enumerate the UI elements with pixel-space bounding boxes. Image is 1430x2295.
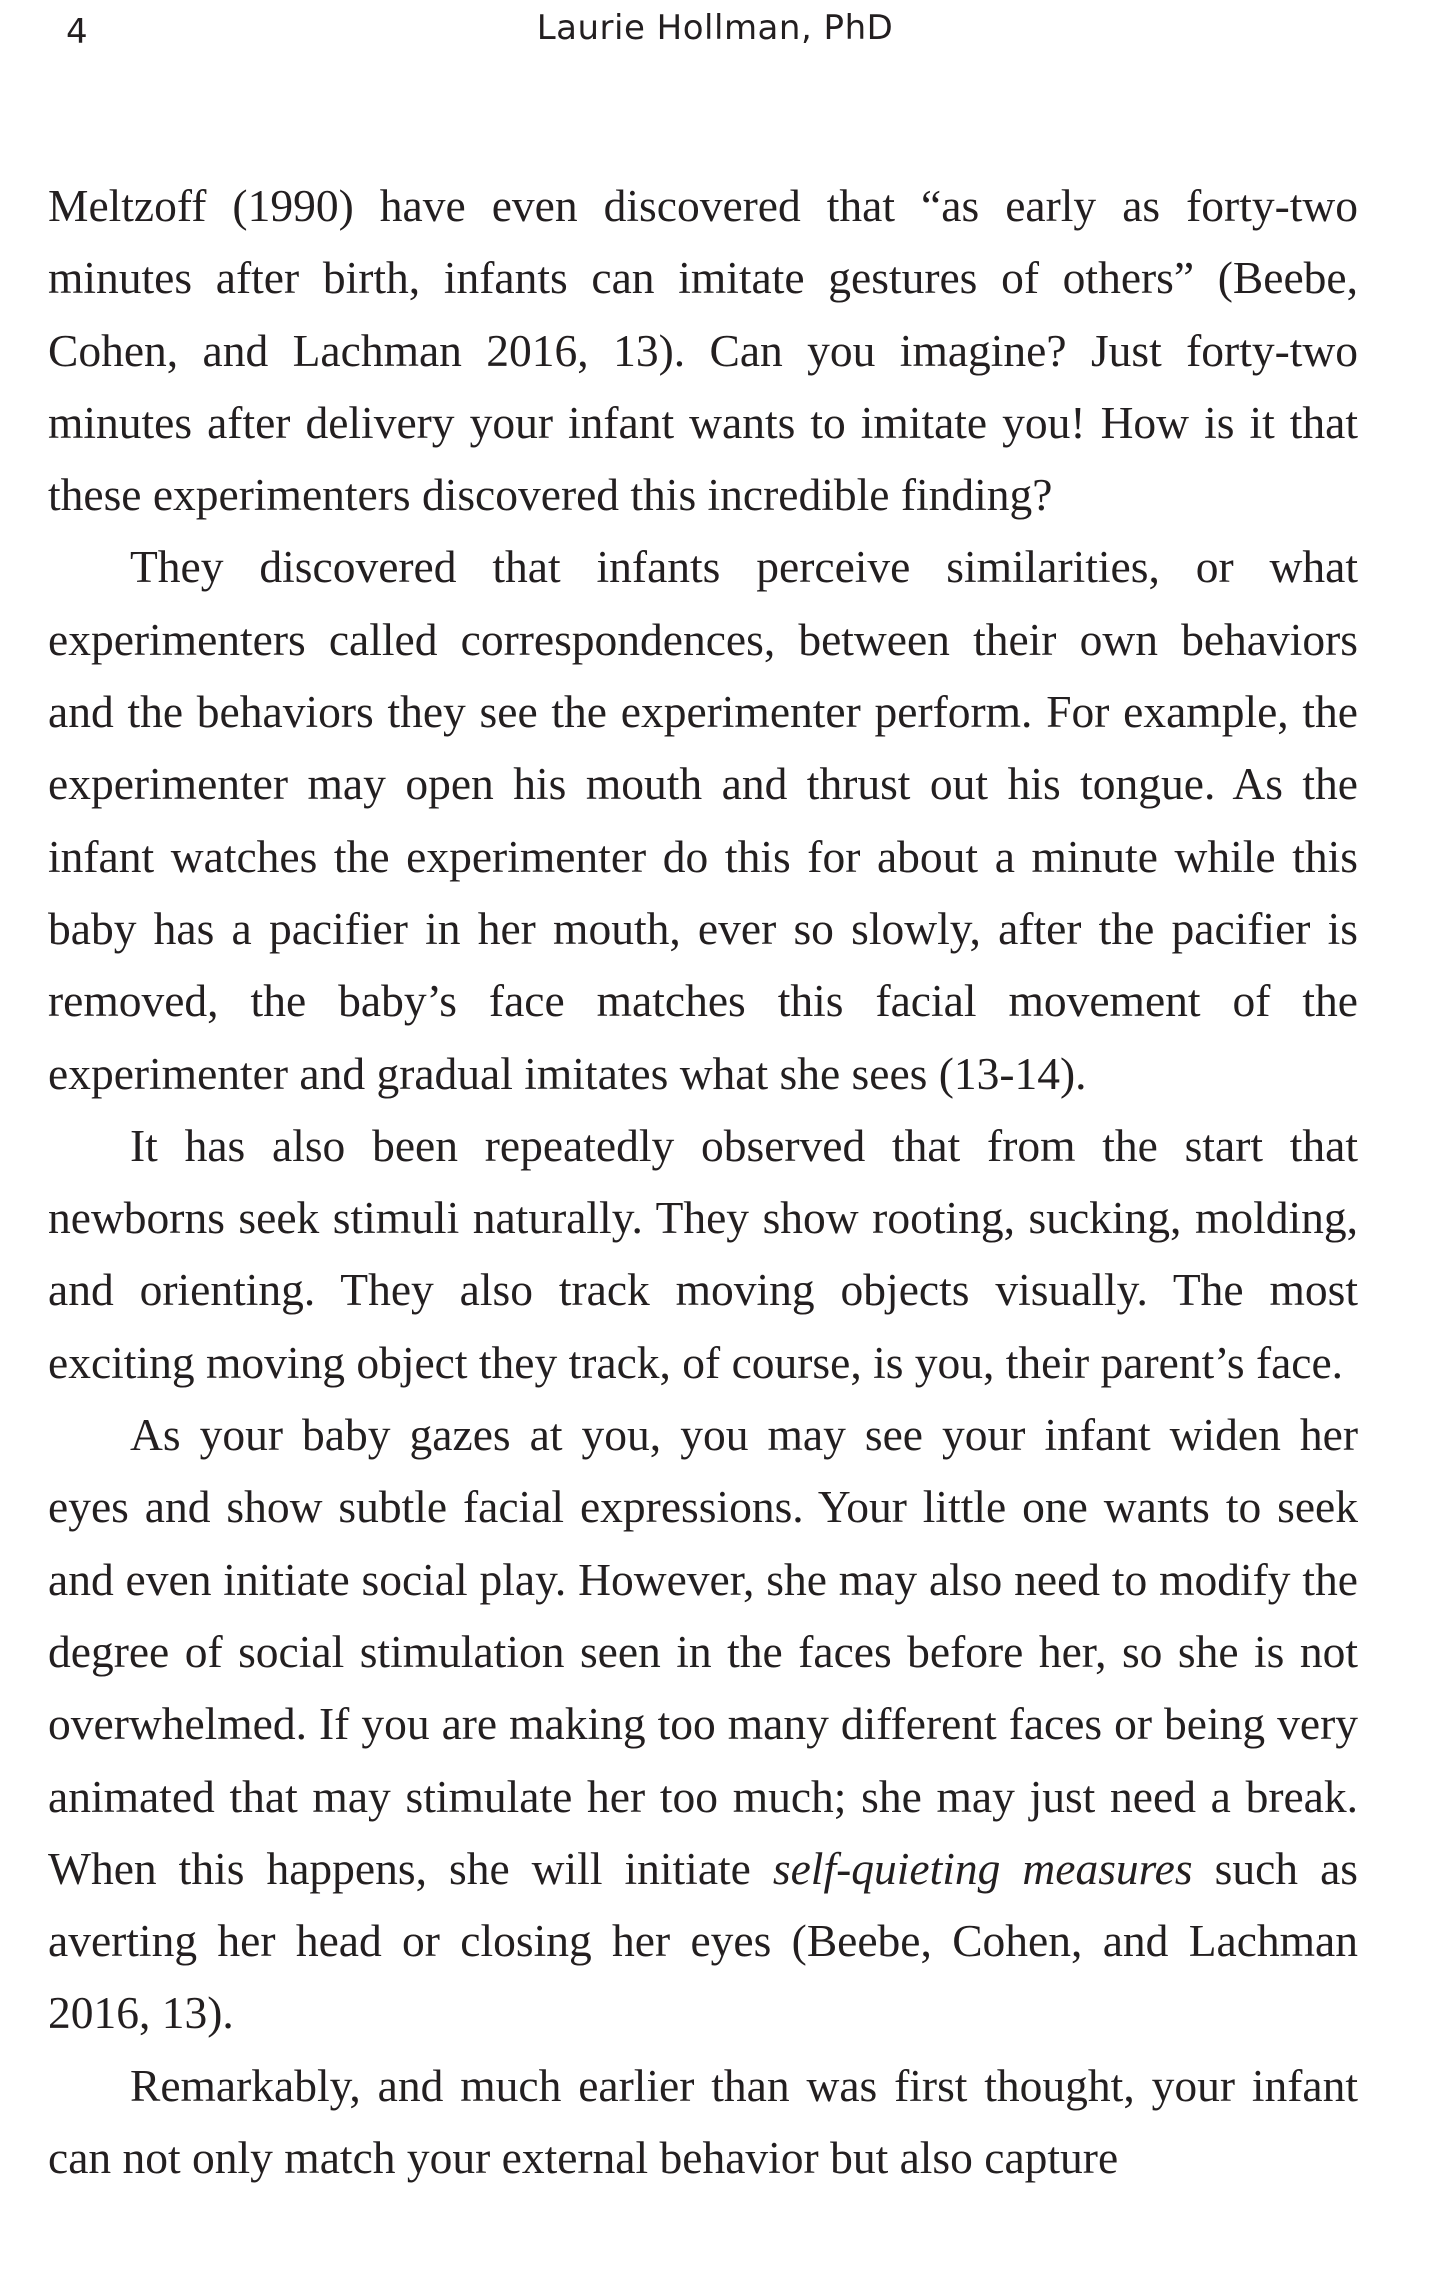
paragraph-3: It has also been repeatedly observed that from the start that newborns seek stimuli naturally. They show rooting, sucking, molding, and orienting. They also track moving objects visually. The most exciting moving object they track, of course, is you, their parent’s face. <box>48 1119 1358 1388</box>
running-title: Laurie Hollman, PhD <box>536 8 894 48</box>
body-text <box>48 170 1358 2194</box>
paragraph-1: Meltzoff (1990) have even discovered that “as early as forty-two minutes after birth, infants can imitate gestures of others” (Beebe, Cohen, and Lachman 2016, 13). Can you imagine? Just forty-two minutes after delivery your infant wants to imitate you! How is it that these experimenters discovered this incredible finding? <box>48 180 1358 521</box>
paragraph-4 <box>48 1399 1358 2050</box>
paragraph-5: Remarkably, and much earlier than was first thought, your infant can not only match your external behavior but also capture <box>48 2059 1358 2184</box>
page-number: 4 <box>66 12 88 52</box>
paragraph-4-text-b: such as averting her head or closing her eyes (Beebe, Cohen, and Lachman 2016, 13). <box>48 1842 1358 2039</box>
paragraph-4-italic-term: self-quieting measures <box>772 1842 1193 1894</box>
running-header <box>0 8 1430 58</box>
paragraph-2: They discovered that infants perceive similarities, or what experimenters called correspondences, between their own behaviors and the behaviors they see the experimenter perform. For example, the experimenter may open his mouth and thrust out his tongue. As the infant watches the experimenter do this for about a minute while this baby has a pacifier in her mouth, ever so slowly, after the pacifier is removed, the baby’s face matches this facial movement of the experimenter and gradual imitates what she sees (13-14). <box>48 541 1358 1099</box>
paragraph-4-text-a: As your baby gazes at you, you may see your infant widen her eyes and show subtle facial expressions. Your little one wants to seek and even initiate social play. However, she may also need to modify the degree of social stimulation seen in the faces before her, so she is not overwhelmed. If you are making too many different faces or being very animated that may stimulate her too much; she may just need a break. When this happens, she will initiate <box>48 1409 1358 1894</box>
